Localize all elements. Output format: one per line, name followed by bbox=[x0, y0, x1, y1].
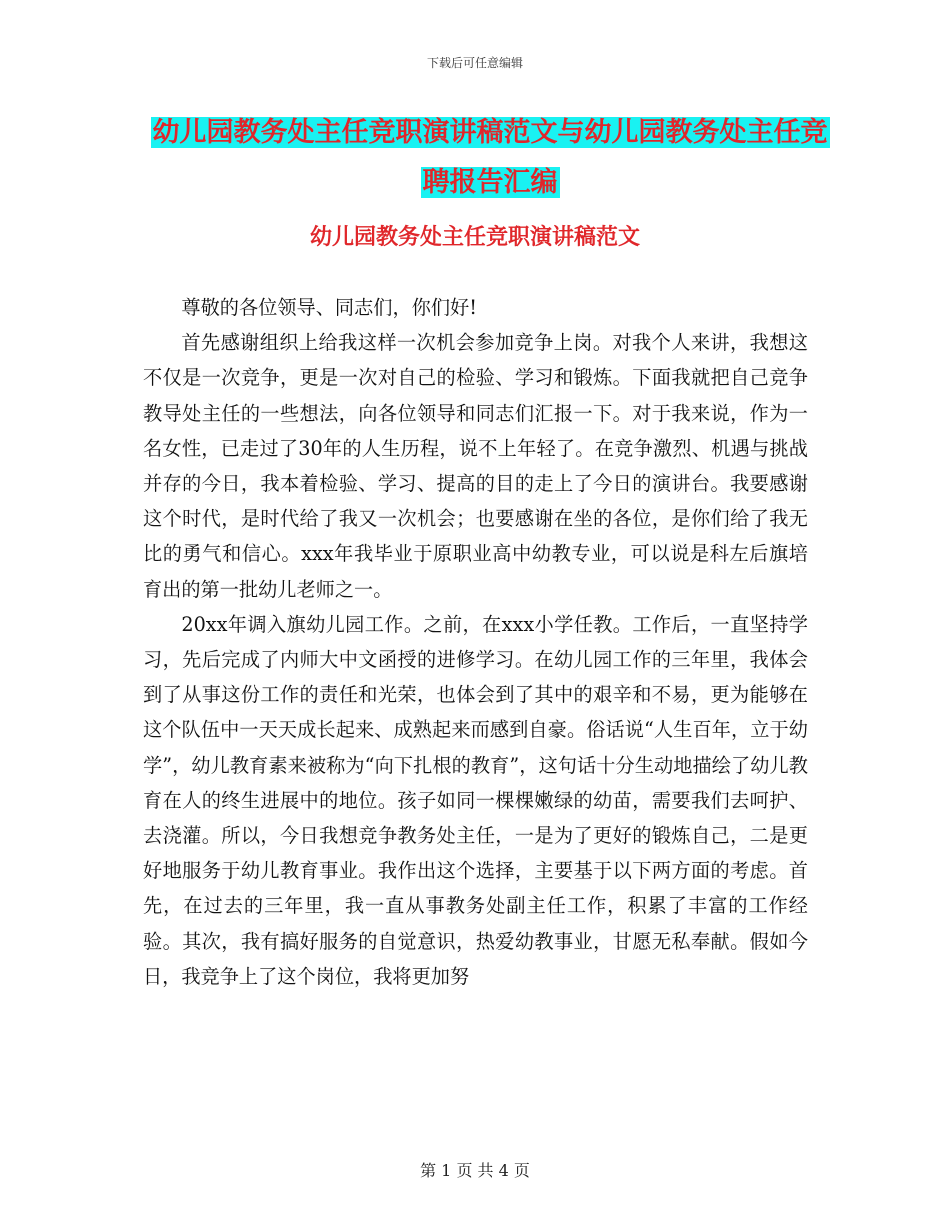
header-note: 下载后可任意编辑 bbox=[426, 56, 523, 70]
paragraph-greeting: 尊敬的各位领导、同志们，你们好! bbox=[181, 296, 477, 319]
document-body bbox=[143, 290, 808, 994]
page-footer: 第 1 页 共 4 页 bbox=[420, 1161, 530, 1180]
paragraph: 20xx年调入旗幼儿园工作。之前，在xxx小学任教。工作后，一直坚持学习，先后完成了内师大中文函授的进修学习。在幼儿园工作的三年里，我体会到了从事这份工作的责任和光荣，也体会到了其中的艰辛和不易，更为能够在这个队伍中一天天成长起来、成熟起来而感到自豪。俗话说“人生百年，立于幼学”，幼儿教育素来被称为“向下扎根的教育”，这句话十分生动地描绘了幼儿教育在人的终生进展中的地位。孩子如同一棵棵嫩绿的幼苗，需要我们去呵护、去浇灌。所以，今日我想竞争教务处主任，一是为了更好的锻炼自己，二是更好地服务于幼儿教育事业。我作出这个选择，主要基于以下两方面的考虑。首先，在过去的三年里，我一直从事教务处副主任工作，积累了丰富的工作经验。其次，我有搞好服务的自觉意识，热爱幼教事业，甘愿无私奉献。假如今日，我竞争上了这个岗位，我将更加努 bbox=[143, 612, 808, 988]
section-title: 幼儿园教务处主任竞职演讲稿范文 bbox=[309, 224, 640, 250]
paragraph: 首先感谢组织上给我这样一次机会参加竞争上岗。对我个人来讲，我想这不仅是一次竞争，更是一次对自己的检验、学习和锻炼。下面我就把自己竞争教导处主任的一些想法，向各位领导和同志们汇报一下。对于我来说，作为一名女性，已走过了30年的人生历程，说不上年轻了。在竞争激烈、机遇与挑战并存的今日，我本着检验、学习、提高的目的走上了今日的演讲台。我要感谢这个时代，是时代给了我又一次机会；也要感谢在坐的各位，是你们给了我无比的勇气和信心。xxx年我毕业于原职业高中幼教专业，可以说是科左后旗培育出的第一批幼儿老师之一。 bbox=[143, 331, 808, 601]
document-title-text: 幼儿园教务处主任竞职演讲稿范文与幼儿园教务处主任竞聘报告汇编 bbox=[152, 117, 828, 198]
document-title bbox=[140, 108, 840, 208]
